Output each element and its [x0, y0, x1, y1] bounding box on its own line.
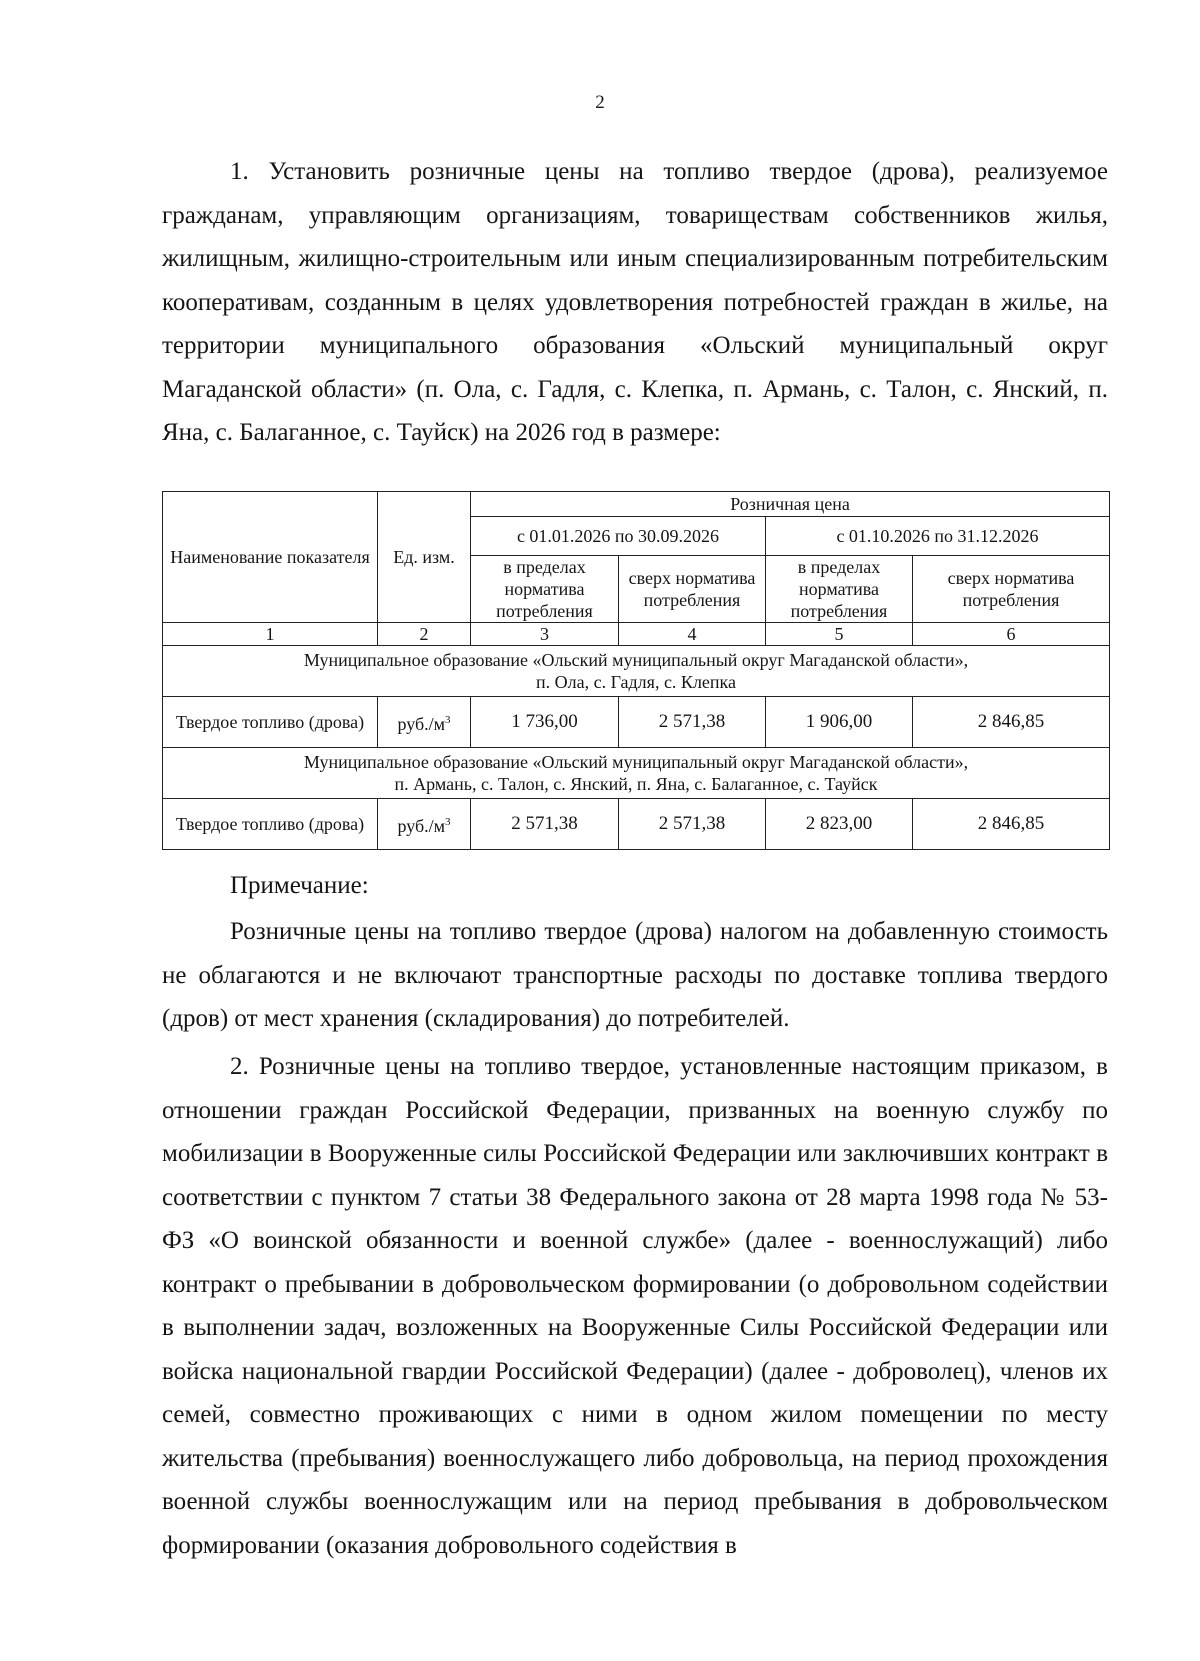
- note-text: Розничные цены на топливо твердое (дрова) налогом на добавленную стоимость не облагаются и не включают транспортные расходы по доставке топлива твердого (дров) от мест хранения (складирования) до потребителей.: [162, 918, 1108, 1032]
- column-number: 1: [163, 623, 378, 646]
- header-above-norm: сверх норматива потребления: [913, 556, 1110, 623]
- indicator-name: Твердое топливо (дрова): [163, 697, 378, 748]
- header-above-norm: сверх норматива потребления: [619, 556, 766, 623]
- price-cell: 2 571,38: [619, 697, 766, 748]
- header-period-2: с 01.10.2026 по 31.12.2026: [766, 517, 1110, 556]
- paragraph-2: 2. Розничные цены на топливо твердое, установленные настоящим приказом, в отношении граждан Российской Федерации, призванных на военную службу по мобилизации в Вооруженные силы Российской Федерации или заключивших контракт в соответствии с пунктом 7 статьи 38 Федерального закона от 28 марта 1998 года № 53-ФЗ «О воинской обязанности и военной службе» (далее - военнослужащий) либо контракт о пребывании в добровольческом формировании (о добровольном содействии в выполнении задач, возложенных на Вооруженные Силы Российской Федерации или войска национальной гвардии Российской Федерации) (далее - доброволец), членов их семей, совместно проживающих с ними в одном жилом помещении по месту жительства (пребывания) военнослужащего либо добровольца, на период прохождения военной службы военнослужащим или на период пребывания в добровольческом формировании (оказания добровольного содействия в: [162, 1053, 1108, 1559]
- municipality-name: Муниципальное образование «Ольский муниципальный округ Магаданской области»,: [303, 650, 969, 670]
- price-cell: 2 846,85: [913, 697, 1110, 748]
- unit-cell: $руб./м^3$: [378, 697, 471, 748]
- price-table: [162, 491, 1110, 850]
- municipality-name: Муниципальное образование «Ольский муниципальный округ Магаданской области»,: [303, 752, 969, 772]
- column-number: 3: [471, 623, 619, 646]
- column-number: 4: [619, 623, 766, 646]
- page-number: 2: [595, 92, 605, 113]
- price-cell: 2 823,00: [766, 799, 913, 850]
- price-cell: 2 846,85: [913, 799, 1110, 850]
- header-retail-price: Розничная цена: [471, 492, 1110, 517]
- header-period-1: с 01.01.2026 по 30.09.2026: [471, 517, 766, 556]
- column-number: 2: [378, 623, 471, 646]
- column-number: 5: [766, 623, 913, 646]
- price-cell: 1 906,00: [766, 697, 913, 748]
- header-within-norm: в пределах норматива потребления: [766, 556, 913, 623]
- municipality-settlements: п. Армань, с. Талон, с. Янский, п. Яна, с. Балаганное, с. Тауйск: [394, 774, 878, 794]
- municipality-row: [163, 646, 1110, 697]
- header-within-norm: в пределах норматива потребления: [471, 556, 619, 623]
- header-unit: Ед. изм.: [378, 492, 471, 623]
- header-indicator: Наименование показателя: [163, 492, 378, 623]
- municipality-row: [163, 748, 1110, 799]
- price-cell: 2 571,38: [471, 799, 619, 850]
- note-title: Примечание:: [230, 872, 369, 899]
- unit-cell: $руб./м^3$: [378, 799, 471, 850]
- paragraph-1: 1. Установить розничные цены на топливо твердое (дрова), реализуемое гражданам, управляющим организациям, товариществам собственников жилья, жилищным, жилищно-строительным или иным специализированным потребительским кооперативам, созданным в целях удовлетворения потребностей граждан в жилье, на территории муниципального образования «Ольский муниципальный округ Магаданской области» (п. Ола, с. Гадля, с. Клепка, п. Армань, с. Талон, с. Янский, п. Яна, с. Балаганное, с. Тауйск) на 2026 год в размере:: [162, 158, 1108, 446]
- price-cell: 1 736,00: [471, 697, 619, 748]
- column-number: 6: [913, 623, 1110, 646]
- municipality-settlements: п. Ола, с. Гадля, с. Клепка: [535, 672, 737, 692]
- price-cell: 2 571,38: [619, 799, 766, 850]
- indicator-name: Твердое топливо (дрова): [163, 799, 378, 850]
